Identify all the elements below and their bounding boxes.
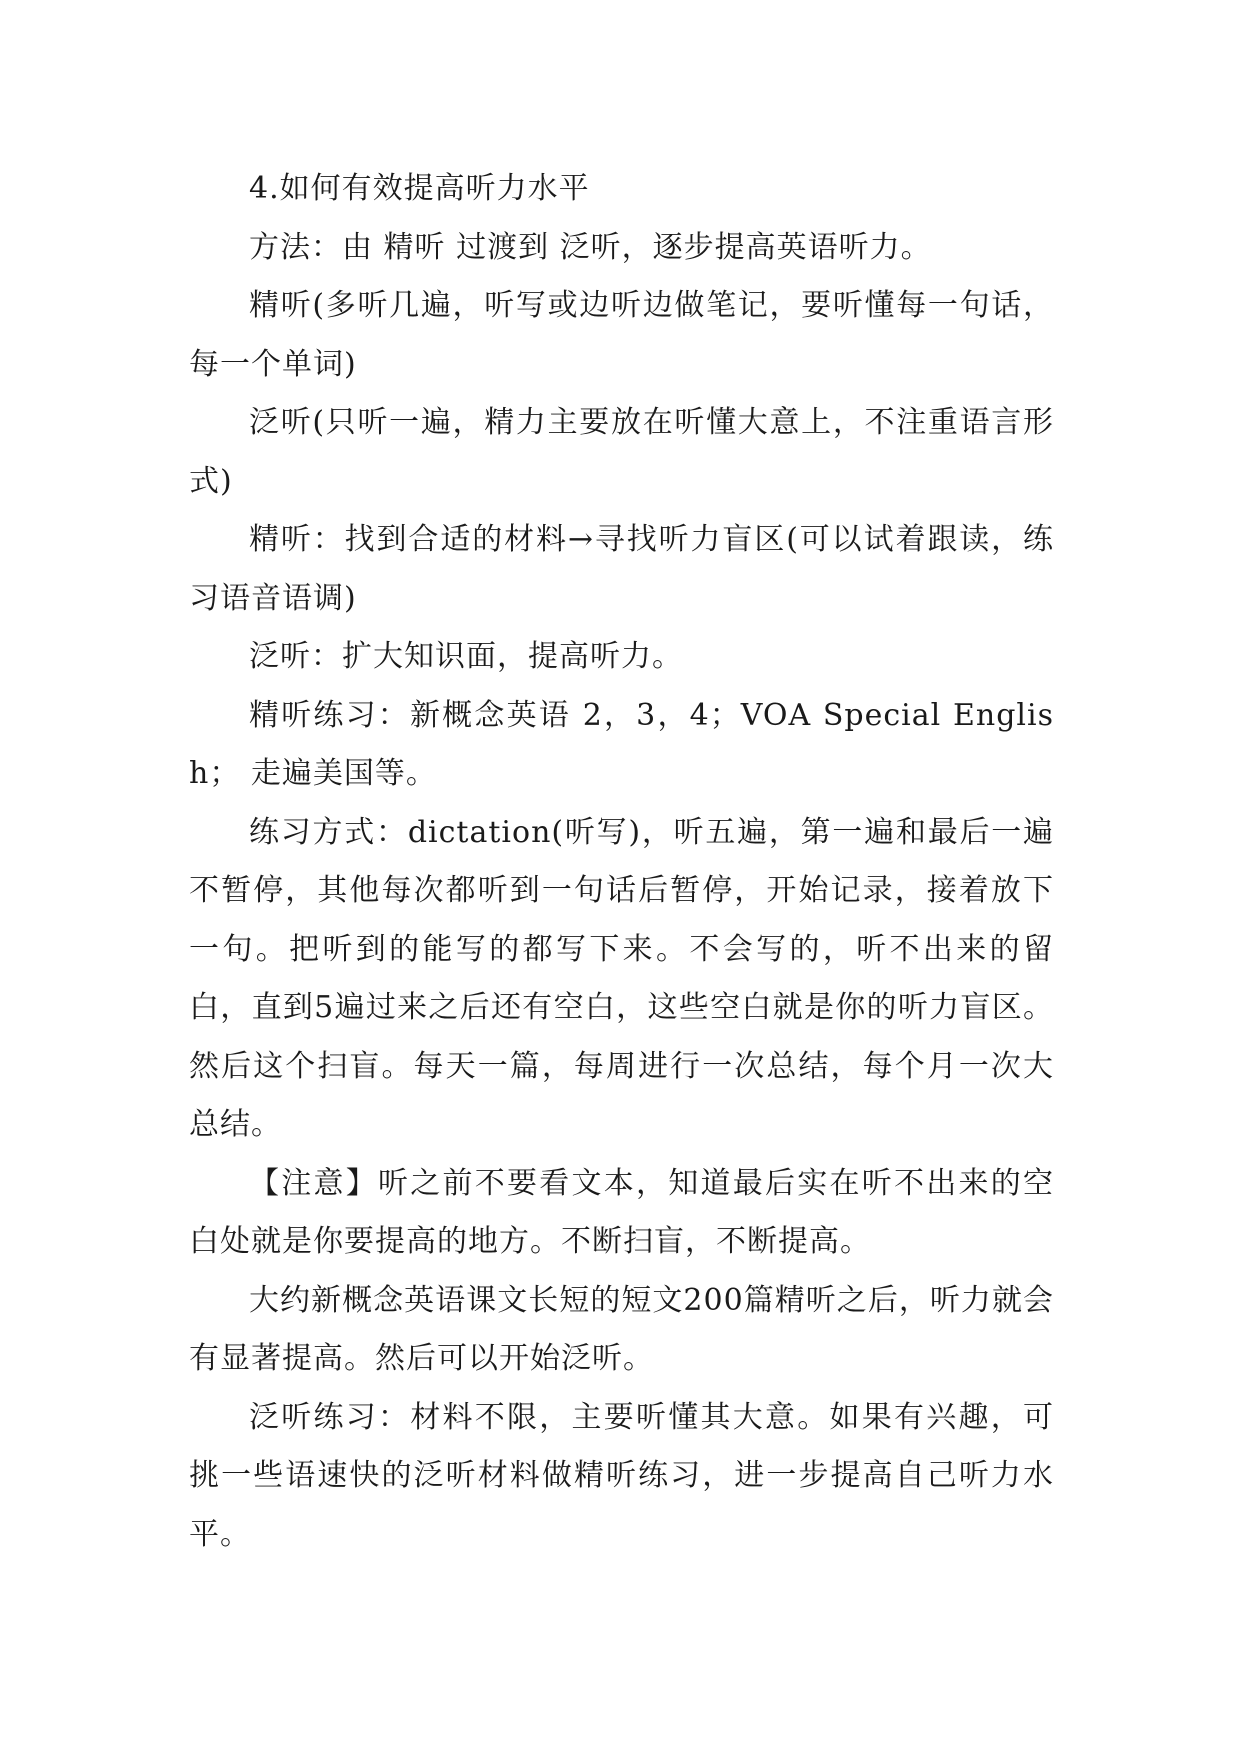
document-body bbox=[189, 160, 1054, 1564]
paragraph-method: 方法：由 精听 过渡到 泛听，逐步提高英语听力。 bbox=[249, 229, 932, 265]
paragraph-extensive-steps: 泛听：扩大知识面，提高听力。 bbox=[249, 639, 683, 674]
paragraph-practice-method: 练习方式：dictation(听写)，听五遍，第一遍和最后一遍不暂停，其他每次都听到一句话后暂停，开始记录，接着放下一句。把听到的能写的都写下来。不会写的，听不出来的留白，直到5遍过来之后还有空白，这些空白就是你的听力盲区。然后这个扫盲。每天一篇，每周进行一次总结，每个月一次大总结。 bbox=[189, 814, 1054, 1142]
paragraph-extensive-practice: 泛听练习：材料不限，主要听懂其大意。如果有兴趣，可挑一些语速快的泛听材料做精听练习，进一步提高自己听力水平。 bbox=[189, 1399, 1054, 1552]
paragraph-intensive-practice: 精听练习：新概念英语 2，3，4；VOA Special English； 走遍美国等。 bbox=[189, 697, 1054, 791]
paragraph-progress: 大约新概念英语课文长短的短文200篇精听之后，听力就会有显著提高。然后可以开始泛听。 bbox=[189, 1282, 1054, 1376]
section-heading: 4.如何有效提高听力水平 bbox=[249, 171, 590, 206]
paragraph-note: 【注意】听之前不要看文本，知道最后实在听不出来的空白处就是你要提高的地方。不断扫盲，不断提高。 bbox=[189, 1165, 1054, 1259]
paragraph-extensive-definition: 泛听(只听一遍，精力主要放在听懂大意上，不注重语言形式) bbox=[189, 405, 1054, 499]
paragraph-intensive-steps: 精听：找到合适的材料→寻找听力盲区(可以试着跟读，练习语音语调) bbox=[189, 522, 1054, 616]
paragraph-intensive-definition: 精听(多听几遍，听写或边听边做笔记，要听懂每一句话，每一个单词) bbox=[189, 288, 1054, 382]
